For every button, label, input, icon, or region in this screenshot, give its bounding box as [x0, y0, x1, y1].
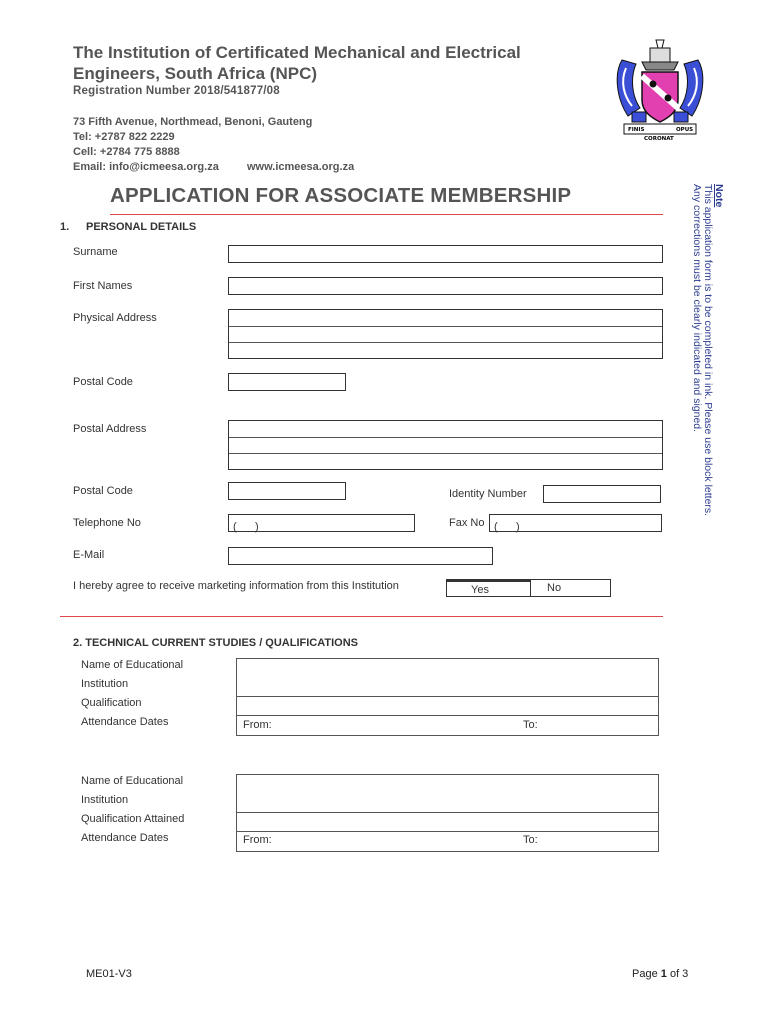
edu1-to-label[interactable]: To: — [523, 719, 538, 731]
edu1-qualification-field[interactable] — [237, 697, 658, 715]
fax-label: Fax No — [449, 517, 485, 529]
edu1-qualification-label: Qualification — [81, 697, 142, 709]
row-divider — [229, 437, 662, 438]
telephone-area-code: ( ) — [233, 521, 259, 533]
note-line-2: Any corrections must be clearly indicated and signed. — [691, 184, 703, 433]
note-line-1: This application form is to be completed in ink. Please use block letters. — [702, 184, 714, 517]
marketing-consent-options — [446, 579, 611, 597]
section-2-title: 2. TECHNICAL CURRENT STUDIES / QUALIFICATIONS — [73, 637, 358, 649]
no-option[interactable]: No — [547, 582, 562, 594]
edu2-name-label: Name of Educational — [81, 775, 184, 787]
motto-right: OPUS — [676, 127, 694, 133]
email-label: E-Mail — [73, 549, 105, 561]
edu2-from-label[interactable]: From: — [243, 834, 272, 846]
section-1-number: 1. — [60, 221, 70, 233]
motto-mid: CORONAT — [644, 136, 674, 142]
registration-number: Registration Number 2018/541877/08 — [73, 85, 280, 97]
telephone-field[interactable] — [228, 514, 415, 532]
fax-field[interactable] — [489, 514, 662, 532]
edu1-attendance-label: Attendance Dates — [81, 716, 169, 728]
postal-code-label: Postal Code — [73, 376, 133, 388]
edu1-name-label: Name of Educational — [81, 659, 184, 671]
telephone-contact: Tel: +2787 822 2229 — [73, 131, 175, 143]
surname-label: Surname — [73, 246, 118, 258]
edu2-to-label[interactable]: To: — [523, 834, 538, 846]
postal-code-2-field[interactable] — [228, 482, 346, 500]
edu1-table — [236, 658, 659, 736]
page-current: 1 — [660, 968, 667, 980]
organization-title: The Institution of Certificated Mechanical and Electrical Engineers, South Africa (NPC) — [73, 43, 521, 83]
first-names-field[interactable] — [228, 277, 663, 295]
postal-address-field[interactable] — [228, 420, 663, 470]
cell-contact: Cell: +2784 775 8888 — [73, 146, 180, 158]
edu2-qualification-field[interactable] — [237, 813, 658, 831]
first-names-label: First Names — [73, 280, 133, 292]
telephone-label: Telephone No — [73, 517, 141, 529]
form-title: APPLICATION FOR ASSOCIATE MEMBERSHIP — [110, 184, 572, 207]
page-total: of 3 — [669, 968, 689, 980]
motto-left: FINIS — [628, 127, 645, 133]
edu2-attendance-label: Attendance Dates — [81, 832, 169, 844]
edu2-institution-label: Institution — [81, 794, 129, 806]
postal-code-2-label: Postal Code — [73, 485, 133, 497]
section-1-title: PERSONAL DETAILS — [86, 221, 197, 233]
row-divider — [237, 831, 658, 832]
fax-area-code: ( ) — [494, 521, 520, 533]
page-indicator — [632, 968, 688, 980]
edu2-table — [236, 774, 659, 852]
edu2-qualification-label: Qualification Attained — [81, 813, 185, 825]
identity-number-field[interactable] — [543, 485, 661, 503]
page-label: Page — [632, 968, 658, 980]
row-divider — [237, 715, 658, 716]
yes-option[interactable]: Yes — [447, 580, 531, 596]
website-link[interactable]: www.icmeesa.org.za — [247, 161, 355, 173]
email-field[interactable] — [228, 547, 493, 565]
institution-crest-logo — [612, 38, 708, 142]
postal-code-field[interactable] — [228, 373, 346, 391]
marketing-consent-label: I hereby agree to receive marketing information from this Institution — [73, 580, 399, 592]
identity-number-label: Identity Number — [449, 488, 527, 500]
physical-address-field[interactable] — [228, 309, 663, 359]
row-divider — [229, 453, 662, 454]
postal-address-label: Postal Address — [73, 423, 147, 435]
side-note — [691, 184, 725, 517]
edu1-institution-label: Institution — [81, 678, 129, 690]
edu1-institution-field[interactable] — [237, 659, 658, 696]
row-divider — [229, 342, 662, 343]
row-divider — [229, 326, 662, 327]
form-code: ME01-V3 — [86, 968, 132, 980]
edu2-institution-field[interactable] — [237, 775, 658, 812]
note-heading: Note — [713, 184, 725, 208]
title-divider — [110, 214, 663, 215]
address: 73 Fifth Avenue, Northmead, Benoni, Gauteng — [73, 116, 313, 128]
section-divider — [60, 616, 663, 617]
physical-address-label: Physical Address — [73, 312, 157, 324]
edu1-from-label[interactable]: From: — [243, 719, 272, 731]
email-contact: Email: info@icmeesa.org.za — [73, 161, 219, 173]
surname-field[interactable] — [228, 245, 663, 263]
